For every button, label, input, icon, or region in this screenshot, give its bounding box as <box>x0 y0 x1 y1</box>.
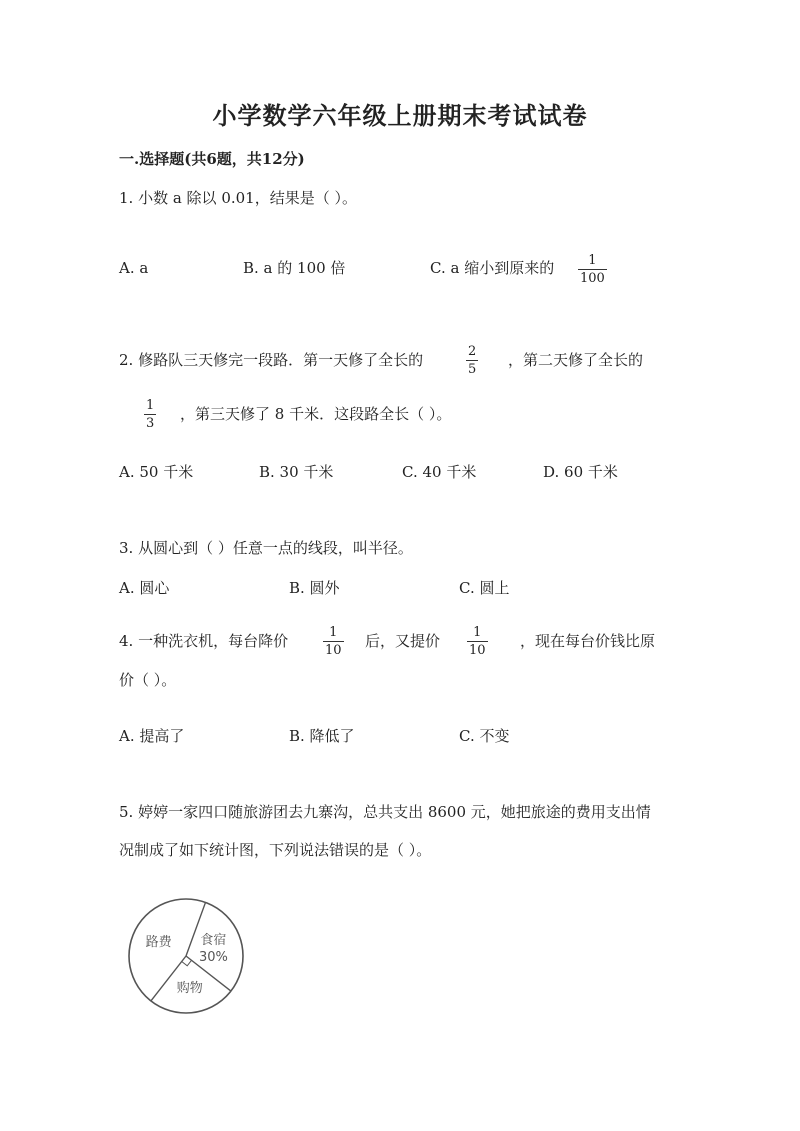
fraction-denominator: 10 <box>325 643 342 658</box>
q5-stem-line2: 况制成了如下统计图，下列说法错误的是（ ）。 <box>119 841 432 859</box>
fraction-numerator: 1 <box>329 625 338 640</box>
q4-stem-start: 4. 一种洗衣机，每台降价 <box>119 632 289 650</box>
fraction-bar <box>323 641 344 642</box>
q5-stem-line1: 5. 婷婷一家四口随旅游团去九寨沟，总共支出 8600 元，她把旅途的费用支出情 <box>119 803 651 821</box>
q2-fraction-2 <box>144 398 156 431</box>
fraction-bar <box>578 269 607 270</box>
q2-option-c[interactable]: C. 40 千米 <box>402 463 477 481</box>
fraction-numerator: 2 <box>468 344 477 359</box>
right-angle-marker <box>182 960 192 966</box>
page-title: 小学数学六年级上册期末考试试卷 <box>212 101 588 130</box>
pie-chart-group <box>129 899 243 1013</box>
expense-pie-chart <box>118 892 256 1022</box>
q2-option-b[interactable]: B. 30 千米 <box>259 463 334 481</box>
fraction-numerator: 1 <box>146 398 155 413</box>
fraction-denominator: 5 <box>468 362 477 377</box>
pie-label-2: 购物 <box>176 981 203 997</box>
q4-stem-line2: 价（ ）。 <box>119 671 177 689</box>
fraction-denominator: 3 <box>146 416 155 431</box>
q3-option-b[interactable]: B. 圆外 <box>289 579 340 597</box>
q4-fraction-1 <box>323 625 344 658</box>
q4-stem-end: ，现在每台价钱比原 <box>520 632 656 650</box>
q1-option-c-fraction <box>578 253 607 286</box>
q3-option-a[interactable]: A. 圆心 <box>119 579 170 597</box>
q4-option-a[interactable]: A. 提高了 <box>119 727 185 745</box>
fraction-denominator: 10 <box>469 643 486 658</box>
pie-value-label-1: 30% <box>198 950 228 966</box>
q1-option-c[interactable]: C. a 缩小到原来的 <box>430 259 555 277</box>
q2-option-a[interactable]: A. 50 千米 <box>119 463 194 481</box>
fraction-numerator: 1 <box>473 625 482 640</box>
q4-fraction-2 <box>467 625 488 658</box>
section-heading: 一.选择题(共6题，共12分) <box>119 150 305 168</box>
q3-stem: 3. 从圆心到（ ）任意一点的线段，叫半径。 <box>119 539 413 557</box>
q3-option-c[interactable]: C. 圆上 <box>459 579 510 597</box>
fraction-bar <box>144 414 156 415</box>
q2-stem-line2: ，第三天修了 8 千米．这段路全长（ ）。 <box>180 405 452 423</box>
fraction-denominator: 100 <box>580 271 605 286</box>
q1-stem: 1. 小数 a 除以 0.01，结果是（ ）。 <box>119 189 357 207</box>
q2-stem-line1-start: 2. 修路队三天修完一段路．第一天修了全长的 <box>119 351 424 369</box>
q2-stem-line1-end: ，第二天修了全长的 <box>508 351 644 369</box>
fraction-numerator: 1 <box>588 253 597 268</box>
q2-option-d[interactable]: D. 60 千米 <box>543 463 618 481</box>
pie-label-3: 路费 <box>145 934 172 950</box>
q2-fraction-1 <box>466 344 478 377</box>
q1-option-b[interactable]: B. a 的 100 倍 <box>243 259 346 277</box>
q4-stem-middle: 后，又提价 <box>365 632 441 650</box>
q4-option-b[interactable]: B. 降低了 <box>289 727 355 745</box>
fraction-bar <box>466 360 478 361</box>
pie-label-1: 食宿 <box>200 933 227 949</box>
q1-option-a[interactable]: A. a <box>119 259 149 277</box>
q4-option-c[interactable]: C. 不变 <box>459 727 510 745</box>
fraction-bar <box>467 641 488 642</box>
